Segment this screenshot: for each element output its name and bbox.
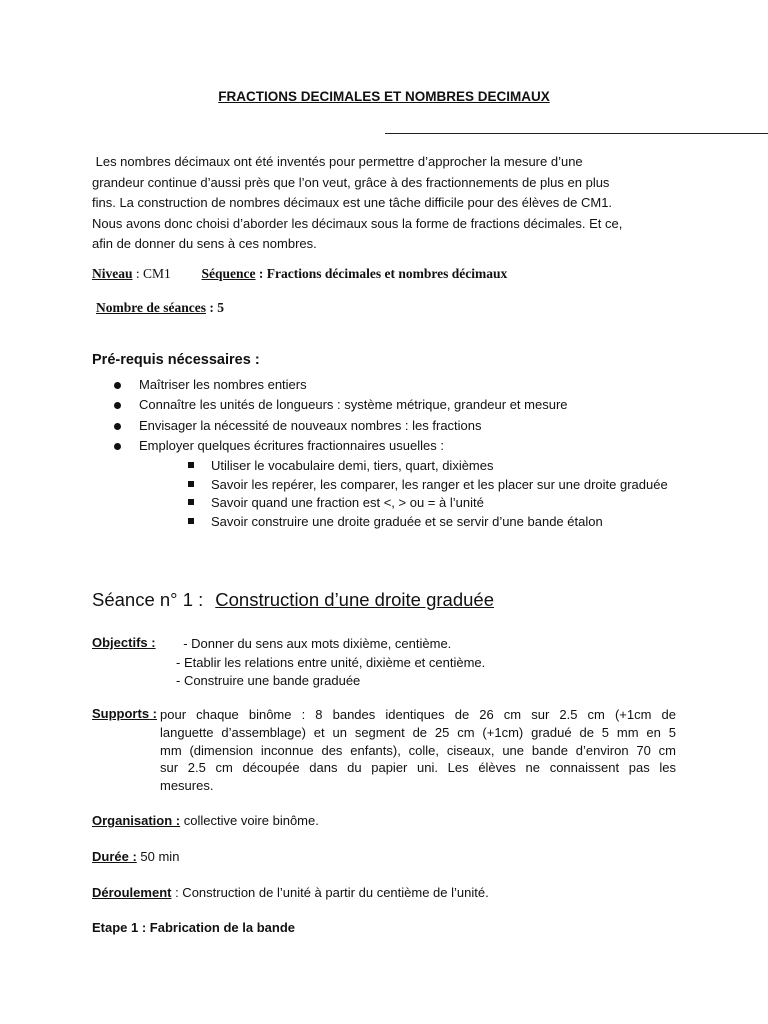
prereq-heading: Pré-requis nécessaires : — [92, 352, 260, 368]
supports-line: sur 2.5 cm découpée dans du papier uni. Les élèves ne connaissent pas les — [160, 760, 676, 776]
list-item-text: Envisager la nécessité de nouveaux nombres : les fractions — [139, 417, 482, 433]
list-item-text: Maîtriser les nombres entiers — [139, 377, 307, 392]
intro-line: Les nombres décimaux ont été inventés pour permettre d’approcher la mesure d’une — [92, 154, 583, 169]
list-item — [112, 416, 682, 436]
sub-list-item-text: Utiliser le vocabulaire demi, tiers, quart, dixièmes — [211, 458, 494, 473]
supports-line: mesures. — [160, 778, 214, 794]
niveau-value: : CM1 — [132, 266, 171, 281]
supports-line: mm (dimension inconnue des enfants), colle, ciseaux, une bande d’environ 70 cm — [160, 742, 676, 758]
seance-title: Construction d’une droite graduée — [215, 589, 494, 610]
objectif-line: - Etablir les relations entre unité, dixième et centième. — [176, 654, 486, 670]
intro-line: Nous avons donc choisi d’aborder les décimaux sous la forme de fractions décimales. Et ce, — [92, 215, 623, 231]
seances-value: : 5 — [205, 300, 224, 315]
supports-line: languette d’assemblage) et un segment de 25 cm (+1cm) gradué de 5 mm en 5 — [160, 724, 676, 740]
horizontal-rule — [385, 133, 768, 134]
objectifs-label-text: Objectifs — [92, 635, 148, 650]
intro-line: afin de donner du sens à ces nombres. — [92, 236, 317, 252]
sub-list-item-text: Savoir quand une fraction est <, > ou = à l’unité — [211, 495, 484, 510]
square-bullet-icon — [188, 499, 194, 505]
bullet-dot-icon — [114, 423, 121, 430]
list-item-text: Connaître les unités de longueurs : système métrique, grandeur et mesure — [139, 397, 568, 413]
intro-line: fins. La construction de nombres décimaux est une tâche difficile pour des élèves de CM1. — [92, 195, 613, 211]
bullet-dot-icon — [114, 443, 121, 450]
list-item — [112, 375, 682, 395]
seance-number: Séance n° 1 : — [92, 589, 204, 610]
prereq-list — [112, 375, 682, 456]
objectif-line: - Donner du sens aux mots dixième, centième. — [176, 636, 452, 651]
duree-value: 50 min — [136, 849, 180, 864]
deroulement-value: : Construction de l’unité à partir du centième de l’unité. — [171, 885, 489, 900]
sub-list-item — [187, 457, 675, 476]
supports-label-text: Supports — [92, 706, 150, 721]
objectifs-label — [92, 635, 156, 650]
sequence-value: : Fractions décimales et nombres décimaux — [255, 266, 508, 281]
prereq-sublist — [187, 457, 675, 531]
supports-text — [160, 706, 676, 795]
deroulement-line — [92, 885, 489, 900]
sub-list-item — [187, 476, 675, 495]
supports-line: pour chaque binôme : 8 bandes identiques de 26 cm sur 2.5 cm (+1cm de — [160, 707, 676, 722]
organisation-value: collective voire binôme. — [180, 813, 319, 828]
bullet-dot-icon — [114, 382, 121, 389]
square-bullet-icon — [188, 518, 194, 524]
sub-list-item — [187, 494, 675, 513]
objectifs-list — [176, 635, 485, 691]
list-item-text: Employer quelques écritures fractionnaires usuelles : — [139, 437, 444, 453]
duree-label: Durée : — [92, 849, 137, 864]
page-title: FRACTIONS DECIMALES ET NOMBRES DECIMAUX — [218, 89, 550, 104]
niveau-sequence-line — [92, 266, 507, 282]
supports-label — [92, 706, 157, 721]
sequence-label: Séquence — [201, 266, 256, 281]
square-bullet-icon — [188, 462, 194, 468]
deroulement-label: Déroulement — [92, 885, 172, 900]
organisation-label: Organisation : — [92, 813, 181, 828]
supports-sep: : — [149, 706, 158, 721]
niveau-label: Niveau — [92, 266, 133, 281]
etape-heading: Etape 1 : Fabrication de la bande — [92, 920, 295, 935]
seances-line — [96, 300, 224, 316]
sub-list-item-text: Savoir les repérer, les comparer, les ranger et les placer sur une droite graduée — [211, 476, 668, 492]
sub-list-item-text: Savoir construire une droite graduée et se servir d’une bande étalon — [211, 513, 603, 529]
duree-line — [92, 849, 179, 864]
objectif-line: - Construire une bande graduée — [176, 673, 361, 688]
sub-list-item — [187, 513, 675, 532]
bullet-dot-icon — [114, 402, 121, 409]
list-item — [112, 436, 682, 456]
square-bullet-icon — [188, 481, 194, 487]
intro-line: grandeur continue d’aussi près que l’on veut, grâce à des fractionnements de plus en plus — [92, 174, 610, 190]
section-heading — [92, 589, 494, 611]
seances-label: Nombre de séances — [96, 300, 206, 315]
objectifs-sep: : — [147, 635, 156, 650]
intro-paragraph — [92, 152, 662, 255]
organisation-line — [92, 813, 319, 828]
list-item — [112, 395, 682, 415]
